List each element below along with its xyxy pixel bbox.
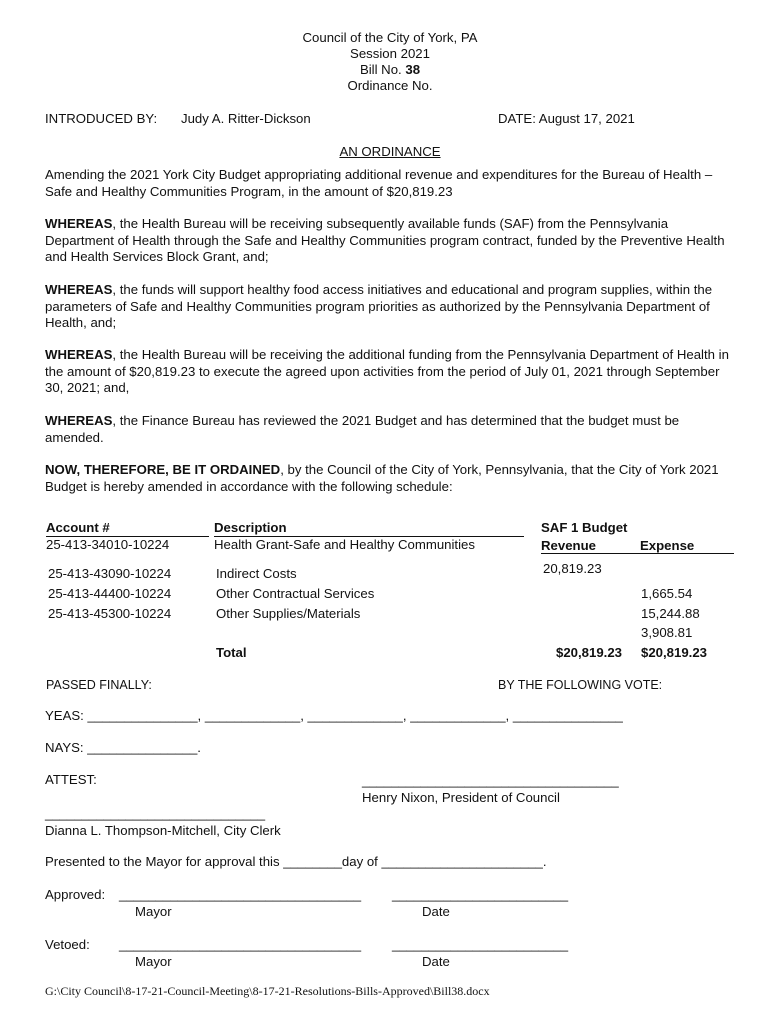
vote-label: BY THE FOLLOWING VOTE: <box>498 678 663 692</box>
col-saf-header: SAF 1 Budget <box>541 520 628 535</box>
president-signature-line: ___________________________________ <box>362 773 619 788</box>
whereas-paragraph <box>45 413 730 446</box>
approved-mayor-line: _________________________________ <box>119 887 362 902</box>
amending-paragraph: Amending the 2021 York City Budget appropriating additional revenue and expenditures for the Bureau of Health – Safe and Healthy Communities Program, in the amount of $20,819.23 <box>45 167 713 199</box>
whereas-paragraph <box>45 282 730 332</box>
revenue-amount: 20,819.23 <box>543 561 602 576</box>
presented-line: Presented to the Mayor for approval this ________day of ______________________. <box>45 854 547 869</box>
col-expense-header: Expense <box>640 538 695 553</box>
vetoed-date-label: Date <box>422 954 450 969</box>
whereas-text: , the Finance Bureau has reviewed the 2021 Budget and has determined that the budget must be amended. <box>45 413 680 445</box>
budget-header-rule <box>541 553 734 554</box>
expense-account: 25-413-44400-10224 <box>48 586 172 601</box>
nays-line: NAYS: _______________. <box>45 740 201 755</box>
vetoed-mayor-line: _________________________________ <box>119 937 362 952</box>
introduced-date: DATE: August 17, 2021 <box>498 111 635 126</box>
total-revenue: $20,819.23 <box>556 645 623 660</box>
introduced-label: INTRODUCED BY: <box>45 111 158 126</box>
col-account-header: Account # <box>46 520 110 535</box>
clerk-signature-line: ______________________________ <box>45 806 266 821</box>
file-path-footer: G:\City Council\8-17-21-Council-Meeting\8-17-21-Resolutions-Bills-Approved\Bill38.docx <box>45 984 490 998</box>
expense-description: Other Supplies/Materials <box>216 606 361 621</box>
ordinance-number: Ordinance No. <box>347 78 433 93</box>
expense-amount: 3,908.81 <box>641 625 693 640</box>
clerk-name: Dianna L. Thompson-Mitchell, City Clerk <box>45 823 281 838</box>
approved-date-label: Date <box>422 904 450 919</box>
president-name: Henry Nixon, President of Council <box>362 790 560 805</box>
vetoed-label: Vetoed: <box>45 937 90 952</box>
ordained-paragraph <box>45 462 730 495</box>
revenue-description: Health Grant-Safe and Healthy Communities <box>214 537 475 552</box>
passed-finally-label: PASSED FINALLY: <box>46 678 152 692</box>
expense-account: 25-413-43090-10224 <box>48 566 172 581</box>
expense-account: 25-413-45300-10224 <box>48 606 172 621</box>
approved-label: Approved: <box>45 887 106 902</box>
session: Session 2021 <box>350 46 430 61</box>
col-description-header: Description <box>214 520 287 535</box>
whereas-text: , the Health Bureau will be receiving subsequently available funds (SAF) from the Pennsylvania Department of Health through the Safe and Healthy Communities program contract, funded by the Preventive Health and Health Services Block Grant, and; <box>45 216 725 264</box>
whereas-lead: WHEREAS <box>45 216 113 231</box>
whereas-lead: WHEREAS <box>45 347 113 362</box>
bill-number-line <box>0 62 770 77</box>
expense-description: Indirect Costs <box>216 566 297 581</box>
whereas-text: , the funds will support healthy food access initiatives and educational and program supplies, within the parameters of Safe and Healthy Communities program priorities as authorized by the Pennsylvania Department of Health, and; <box>45 282 713 330</box>
expense-amount: 1,665.54 <box>641 586 693 601</box>
whereas-paragraph <box>45 347 730 397</box>
approved-date-line: ________________________ <box>392 887 569 902</box>
council-name: Council of the City of York, PA <box>302 30 478 45</box>
bill-number: 38 <box>405 62 421 77</box>
attest-label: ATTEST: <box>45 772 97 787</box>
bill-prefix: Bill No. <box>359 62 402 77</box>
expense-description: Other Contractual Services <box>216 586 375 601</box>
approved-mayor-label: Mayor <box>135 904 172 919</box>
whereas-paragraph <box>45 216 730 266</box>
whereas-lead: WHEREAS <box>45 282 113 297</box>
revenue-account: 25-413-34010-10224 <box>46 537 170 552</box>
expense-amount: 15,244.88 <box>641 606 700 621</box>
whereas-lead: WHEREAS <box>45 413 113 428</box>
vetoed-date-line: ________________________ <box>392 937 569 952</box>
col-revenue-header: Revenue <box>541 538 596 553</box>
total-expense: $20,819.23 <box>641 645 708 660</box>
ordained-text: , by the Council of the City of York, Pennsylvania, that the City of York 2021 Budget is hereby amended in accordance with the following schedule: <box>45 462 719 494</box>
ordained-lead: NOW, THEREFORE, BE IT ORDAINED <box>45 462 281 477</box>
document-title: AN ORDINANCE <box>339 144 441 159</box>
vetoed-mayor-label: Mayor <box>135 954 172 969</box>
yeas-line: YEAS: _______________, _____________, _____________, _____________, _______________ <box>45 708 623 723</box>
total-label: Total <box>216 645 247 660</box>
introduced-name: Judy A. Ritter-Dickson <box>181 111 311 126</box>
whereas-text: , the Health Bureau will be receiving the additional funding from the Pennsylvania Department of Health in the amount of $20,819.23 to execute the agreed upon activities from the period of July 01, 2021 through September 30, 2021; and, <box>45 347 729 395</box>
